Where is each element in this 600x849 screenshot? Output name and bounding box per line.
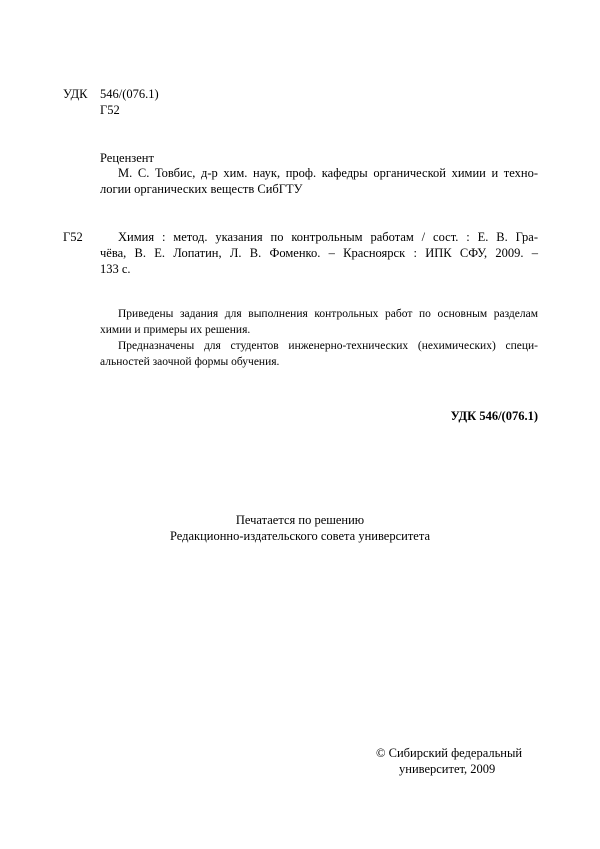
- library-cipher: Г52: [100, 103, 120, 117]
- reviewer-line-1: М. С. Товбис, д-р хим. наук, проф. кафедры органической химии и техно-: [118, 166, 538, 180]
- udk-code: 546/(076.1): [100, 87, 159, 101]
- annotation-p2-line-2: альностей заочной формы обучения.: [100, 356, 280, 368]
- copyright-line-2: университет, 2009: [399, 762, 496, 776]
- bib-line-2: чёва, В. Е. Лопатин, Л. В. Фоменко. – Красноярск : ИПК СФУ, 2009. –: [100, 246, 538, 260]
- annotation-p2-line-1: Предназначены для студентов инженерно-технических (нехимических) специ-: [118, 340, 538, 352]
- udk-footer: УДК 546/(076.1): [450, 409, 538, 423]
- annotation-p1-line-1: Приведены задания для выполнения контрольных работ по основным разделам: [118, 308, 538, 320]
- udk-label: УДК: [63, 87, 88, 101]
- imprint-line-2: Редакционно-издательского совета университета: [169, 529, 431, 543]
- bib-line-3: 133 с.: [100, 262, 131, 276]
- reviewer-heading: Рецензент: [100, 151, 154, 165]
- copyright-line-1: © Сибирский федеральный: [376, 746, 523, 760]
- annotation-p1-line-2: химии и примеры их решения.: [100, 324, 251, 336]
- reviewer-line-2: логии органических веществ СибГТУ: [100, 182, 303, 196]
- bib-cipher: Г52: [63, 230, 83, 244]
- imprint-line-1: Печатается по решению: [235, 513, 365, 527]
- bib-line-1: Химия : метод. указания по контрольным работам / сост. : Е. В. Гра-: [118, 230, 538, 244]
